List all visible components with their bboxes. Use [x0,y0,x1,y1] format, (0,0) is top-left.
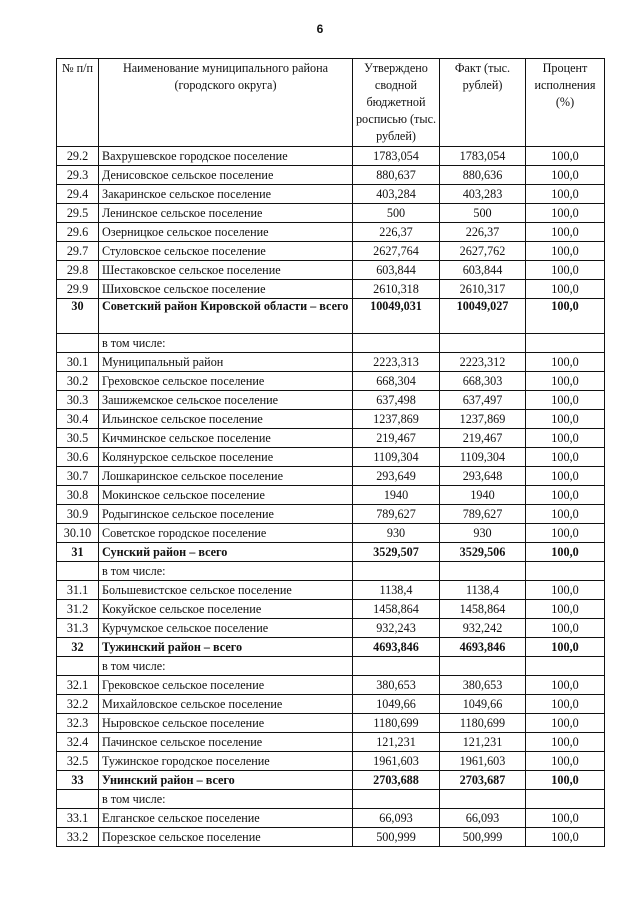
row-name: Зашижемское сельское поселение [99,391,353,410]
row-name: Мокинское сельское поселение [99,486,353,505]
row-name: Муниципальный район [99,353,353,372]
row-fact: 380,653 [440,676,526,695]
row-name: в том числе: [99,657,353,676]
row-number: 30.6 [57,448,99,467]
row-fact: 2610,317 [440,280,526,299]
row-approved: 403,284 [353,185,440,204]
row-approved: 1458,864 [353,600,440,619]
table-row [57,771,605,790]
table-row [57,600,605,619]
row-percent: 100,0 [526,147,605,166]
row-percent [526,790,605,809]
table-row [57,353,605,372]
table-row [57,410,605,429]
row-number: 32.2 [57,695,99,714]
row-percent: 100,0 [526,600,605,619]
table-row [57,809,605,828]
row-fact: 2223,312 [440,353,526,372]
row-number: 32.4 [57,733,99,752]
row-percent: 100,0 [526,619,605,638]
row-fact: 4693,846 [440,638,526,657]
row-number [57,790,99,809]
row-approved: 121,231 [353,733,440,752]
row-name: Колянурское сельское поселение [99,448,353,467]
table-row [57,714,605,733]
row-name: Родыгинское сельское поселение [99,505,353,524]
row-fact: 2703,687 [440,771,526,790]
row-percent: 100,0 [526,505,605,524]
row-name: Советский район Кировской области – всего [99,299,353,334]
table-row [57,562,605,581]
row-name: Греховское сельское поселение [99,372,353,391]
row-fact: 932,242 [440,619,526,638]
row-fact: 66,093 [440,809,526,828]
row-percent: 100,0 [526,467,605,486]
row-name: Елганское сельское поселение [99,809,353,828]
row-approved: 930 [353,524,440,543]
table-row [57,299,605,334]
row-fact: 1109,304 [440,448,526,467]
row-fact [440,334,526,353]
row-percent: 100,0 [526,733,605,752]
row-number [57,334,99,353]
row-number: 30.8 [57,486,99,505]
row-number: 30 [57,299,99,334]
row-fact: 226,37 [440,223,526,242]
table-row [57,223,605,242]
row-name: Порезское сельское поселение [99,828,353,847]
row-percent: 100,0 [526,242,605,261]
table-row [57,242,605,261]
row-percent: 100,0 [526,828,605,847]
row-fact [440,562,526,581]
row-number: 29.9 [57,280,99,299]
row-approved: 1049,66 [353,695,440,714]
row-approved: 1237,869 [353,410,440,429]
row-name: Ленинское сельское поселение [99,204,353,223]
row-fact: 219,467 [440,429,526,448]
row-approved: 1180,699 [353,714,440,733]
table-row [57,486,605,505]
row-number: 33 [57,771,99,790]
row-approved: 4693,846 [353,638,440,657]
row-number: 30.4 [57,410,99,429]
row-percent: 100,0 [526,410,605,429]
row-number: 32.1 [57,676,99,695]
row-fact: 1940 [440,486,526,505]
row-fact: 1180,699 [440,714,526,733]
table-row [57,790,605,809]
row-number: 32.3 [57,714,99,733]
row-number: 31.1 [57,581,99,600]
row-name: Ильинское сельское поселение [99,410,353,429]
row-percent: 100,0 [526,714,605,733]
table-row [57,524,605,543]
row-approved: 10049,031 [353,299,440,334]
row-fact: 1049,66 [440,695,526,714]
row-name: Шиховское сельское поселение [99,280,353,299]
row-percent: 100,0 [526,638,605,657]
row-number: 29.2 [57,147,99,166]
row-number: 29.6 [57,223,99,242]
row-name: Пачинское сельское поселение [99,733,353,752]
row-approved [353,562,440,581]
row-approved: 1961,603 [353,752,440,771]
row-number: 31.3 [57,619,99,638]
row-percent: 100,0 [526,280,605,299]
row-fact [440,657,526,676]
row-fact: 121,231 [440,733,526,752]
row-name: Закаринское сельское поселение [99,185,353,204]
row-approved: 3529,507 [353,543,440,562]
row-fact: 1783,054 [440,147,526,166]
row-fact: 668,303 [440,372,526,391]
table-row [57,204,605,223]
row-number: 32 [57,638,99,657]
row-percent: 100,0 [526,524,605,543]
table-row [57,372,605,391]
row-number: 30.10 [57,524,99,543]
row-name: Михайловское сельское поселение [99,695,353,714]
row-name: Курчумское сельское поселение [99,619,353,638]
row-percent [526,562,605,581]
row-fact: 500 [440,204,526,223]
row-number [57,657,99,676]
table-row [57,429,605,448]
row-percent: 100,0 [526,429,605,448]
row-number: 29.8 [57,261,99,280]
row-percent: 100,0 [526,543,605,562]
row-percent: 100,0 [526,486,605,505]
table-row [57,261,605,280]
row-approved: 1783,054 [353,147,440,166]
page-number: 6 [316,22,324,36]
row-approved: 637,498 [353,391,440,410]
row-percent: 100,0 [526,809,605,828]
row-name: Кокуйское сельское поселение [99,600,353,619]
row-fact: 10049,027 [440,299,526,334]
row-approved: 226,37 [353,223,440,242]
row-approved: 1940 [353,486,440,505]
row-percent [526,657,605,676]
row-name: Тужинский район – всего [99,638,353,657]
row-fact: 637,497 [440,391,526,410]
table-row [57,581,605,600]
table-row [57,334,605,353]
row-name: Тужинское городское поселение [99,752,353,771]
row-percent: 100,0 [526,166,605,185]
row-fact: 1961,603 [440,752,526,771]
header-percent: Процент исполнения (%) [526,59,605,147]
row-name: Шестаковское сельское поселение [99,261,353,280]
table-row [57,448,605,467]
row-fact: 930 [440,524,526,543]
row-number: 29.5 [57,204,99,223]
row-percent: 100,0 [526,353,605,372]
table-row [57,657,605,676]
row-percent: 100,0 [526,581,605,600]
table-header-row [57,59,605,147]
row-number: 30.3 [57,391,99,410]
row-approved: 2610,318 [353,280,440,299]
table-row [57,166,605,185]
row-approved: 66,093 [353,809,440,828]
row-approved: 500,999 [353,828,440,847]
row-number: 29.7 [57,242,99,261]
row-fact: 1237,869 [440,410,526,429]
row-fact: 293,648 [440,467,526,486]
row-name: Большевистское сельское поселение [99,581,353,600]
row-approved: 2703,688 [353,771,440,790]
table-row [57,638,605,657]
row-number: 29.4 [57,185,99,204]
row-name: в том числе: [99,790,353,809]
row-approved: 668,304 [353,372,440,391]
row-name: Ныровское сельское поселение [99,714,353,733]
row-approved: 603,844 [353,261,440,280]
row-approved: 1138,4 [353,581,440,600]
row-approved: 2223,313 [353,353,440,372]
row-name: Кичминское сельское поселение [99,429,353,448]
row-number: 31 [57,543,99,562]
header-fact: Факт (тыс. рублей) [440,59,526,147]
row-percent: 100,0 [526,223,605,242]
row-number: 31.2 [57,600,99,619]
header-approved: Утверждено сводной бюджетной росписью (тыс. рублей) [353,59,440,147]
table-row [57,543,605,562]
row-approved: 880,637 [353,166,440,185]
table-row [57,676,605,695]
row-fact: 789,627 [440,505,526,524]
row-percent [526,334,605,353]
row-name: Стуловское сельское поселение [99,242,353,261]
table-row [57,619,605,638]
row-approved: 380,653 [353,676,440,695]
row-approved: 219,467 [353,429,440,448]
row-fact: 880,636 [440,166,526,185]
row-percent: 100,0 [526,204,605,223]
table-body [57,147,605,847]
row-number: 30.2 [57,372,99,391]
row-fact: 500,999 [440,828,526,847]
row-name: Вахрушевское городское поселение [99,147,353,166]
row-number: 30.7 [57,467,99,486]
row-number: 29.3 [57,166,99,185]
header-district-name: Наименование муниципального района (городского округа) [99,59,353,147]
row-number: 30.9 [57,505,99,524]
row-percent: 100,0 [526,391,605,410]
row-percent: 100,0 [526,261,605,280]
row-fact: 603,844 [440,261,526,280]
table-row [57,147,605,166]
row-number: 32.5 [57,752,99,771]
row-approved: 293,649 [353,467,440,486]
row-fact: 2627,762 [440,242,526,261]
row-number: 30.5 [57,429,99,448]
table-row [57,733,605,752]
row-percent: 100,0 [526,771,605,790]
row-name: Советское городское поселение [99,524,353,543]
budget-execution-table [56,58,605,847]
row-name: в том числе: [99,334,353,353]
table-row [57,280,605,299]
row-number: 30.1 [57,353,99,372]
row-approved [353,657,440,676]
row-approved: 789,627 [353,505,440,524]
row-approved [353,790,440,809]
header-number: № п/п [57,59,99,147]
row-approved: 932,243 [353,619,440,638]
row-name: в том числе: [99,562,353,581]
row-approved: 2627,764 [353,242,440,261]
row-percent: 100,0 [526,372,605,391]
table-row [57,828,605,847]
row-number [57,562,99,581]
row-approved [353,334,440,353]
table-row [57,695,605,714]
row-percent: 100,0 [526,752,605,771]
row-percent: 100,0 [526,676,605,695]
row-fact: 1138,4 [440,581,526,600]
row-name: Унинский район – всего [99,771,353,790]
row-percent: 100,0 [526,299,605,334]
row-percent: 100,0 [526,448,605,467]
row-approved: 1109,304 [353,448,440,467]
row-approved: 500 [353,204,440,223]
row-fact: 403,283 [440,185,526,204]
row-fact: 3529,506 [440,543,526,562]
row-fact: 1458,864 [440,600,526,619]
row-name: Грековское сельское поселение [99,676,353,695]
row-fact [440,790,526,809]
row-percent: 100,0 [526,185,605,204]
row-percent: 100,0 [526,695,605,714]
row-number: 33.2 [57,828,99,847]
row-name: Лошкаринское сельское поселение [99,467,353,486]
table-row [57,752,605,771]
table-row [57,505,605,524]
row-name: Денисовское сельское поселение [99,166,353,185]
row-number: 33.1 [57,809,99,828]
table-row [57,391,605,410]
row-name: Сунский район – всего [99,543,353,562]
row-name: Озерницкое сельское поселение [99,223,353,242]
table-row [57,467,605,486]
table-row [57,185,605,204]
